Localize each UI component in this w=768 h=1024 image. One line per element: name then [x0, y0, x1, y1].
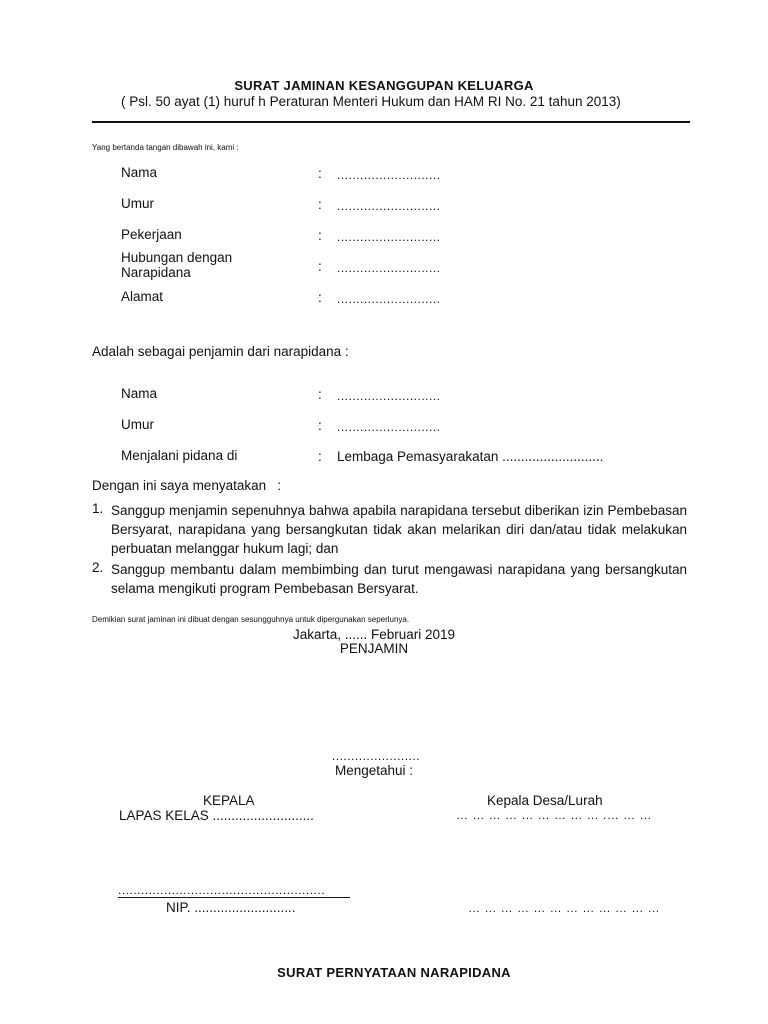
field-value-pekerjaan: ........................... [337, 230, 441, 244]
field-value-umur: ........................... [337, 199, 441, 213]
kepala-desa-dots: … … … … … … … … … .… … … [456, 808, 653, 822]
field-colon: : [318, 259, 322, 274]
kepala-label: KEPALA [203, 793, 255, 808]
header-divider [92, 121, 690, 123]
declaration-text-2: Sanggup membantu dalam membimbing dan turut mengawasi narapidana yang bersangkutan selama mengikuti program Pembebasan Bersyarat. [111, 562, 687, 596]
document-title: SURAT JAMINAN KESANGGUPAN KELUARGA [234, 78, 534, 93]
field-colon: : [318, 418, 322, 433]
field-value-alamat: ........................... [337, 292, 441, 306]
field-colon: : [318, 197, 322, 212]
inmate-label-nama: Nama [121, 386, 158, 401]
inmate-value-umur: ........................... [337, 420, 441, 434]
signature-underline [118, 897, 350, 898]
inmate-value-lapas: Lembaga Pemasyarakatan ........................... [337, 449, 604, 464]
kepala-lapas-signature-line: ...................................................... [118, 883, 326, 897]
intro-text: Yang bertanda tangan dibawah ini, kami : [92, 143, 239, 152]
document-subtitle: ( Psl. 50 ayat (1) huruf h Peraturan Menteri Hukum dan HAM RI No. 21 tahun 2013) [121, 94, 621, 109]
nip-label: NIP. ........................... [166, 900, 296, 915]
closing-statement: Demikian surat jaminan ini dibuat dengan sesungguhnya untuk dipergunakan seperlunya. [92, 615, 410, 624]
field-value-hubungan: ........................... [337, 261, 441, 275]
next-document-title: SURAT PERNYATAAN NARAPIDANA [277, 965, 511, 980]
declaration-number-1: 1. [92, 501, 104, 516]
field-value-nama: ........................... [337, 168, 441, 182]
field-label-nama: Nama [121, 165, 158, 180]
inmate-label-umur: Umur [121, 417, 154, 432]
field-colon: : [318, 166, 322, 181]
lapas-kelas-label: LAPAS KELAS ........................... [119, 808, 314, 823]
kepala-desa-signature-line: … … … … … … … … … … … … [468, 901, 661, 915]
field-label-umur: Umur [121, 196, 154, 211]
guarantor-statement: Adalah sebagai penjamin dari narapidana : [92, 344, 349, 359]
inmate-value-nama: ........................... [337, 389, 441, 403]
field-colon: : [318, 449, 322, 464]
declaration-text-1: Sanggup menjamin sepenuhnya bahwa apabila narapidana tersebut diberikan izin Pembebasan Bersyarat, narapidana yang bersangkutan tidak akan melarikan diri dan/atau tidak melakukan perbuatan melanggar hukum lagi; dan [111, 503, 687, 556]
kepala-desa-label: Kepala Desa/Lurah [487, 793, 603, 808]
field-label-hubungan: Hubungan dengan Narapidana [121, 250, 233, 280]
mengetahui-label: Mengetahui : [334, 763, 414, 778]
field-label-pekerjaan: Pekerjaan [121, 227, 182, 242]
declaration-heading: Dengan ini saya menyatakan : [92, 478, 282, 493]
penjamin-signature-line: ....................... [331, 749, 421, 763]
penjamin-label: PENJAMIN [339, 641, 409, 656]
inmate-label-pidana: Menjalani pidana di [121, 448, 238, 463]
field-colon: : [318, 290, 322, 305]
field-label-alamat: Alamat [121, 289, 164, 304]
place-date: Jakarta, ...... Februari 2019 [292, 627, 456, 642]
field-colon: : [318, 387, 322, 402]
field-colon: : [318, 228, 322, 243]
declaration-number-2: 2. [92, 560, 104, 575]
